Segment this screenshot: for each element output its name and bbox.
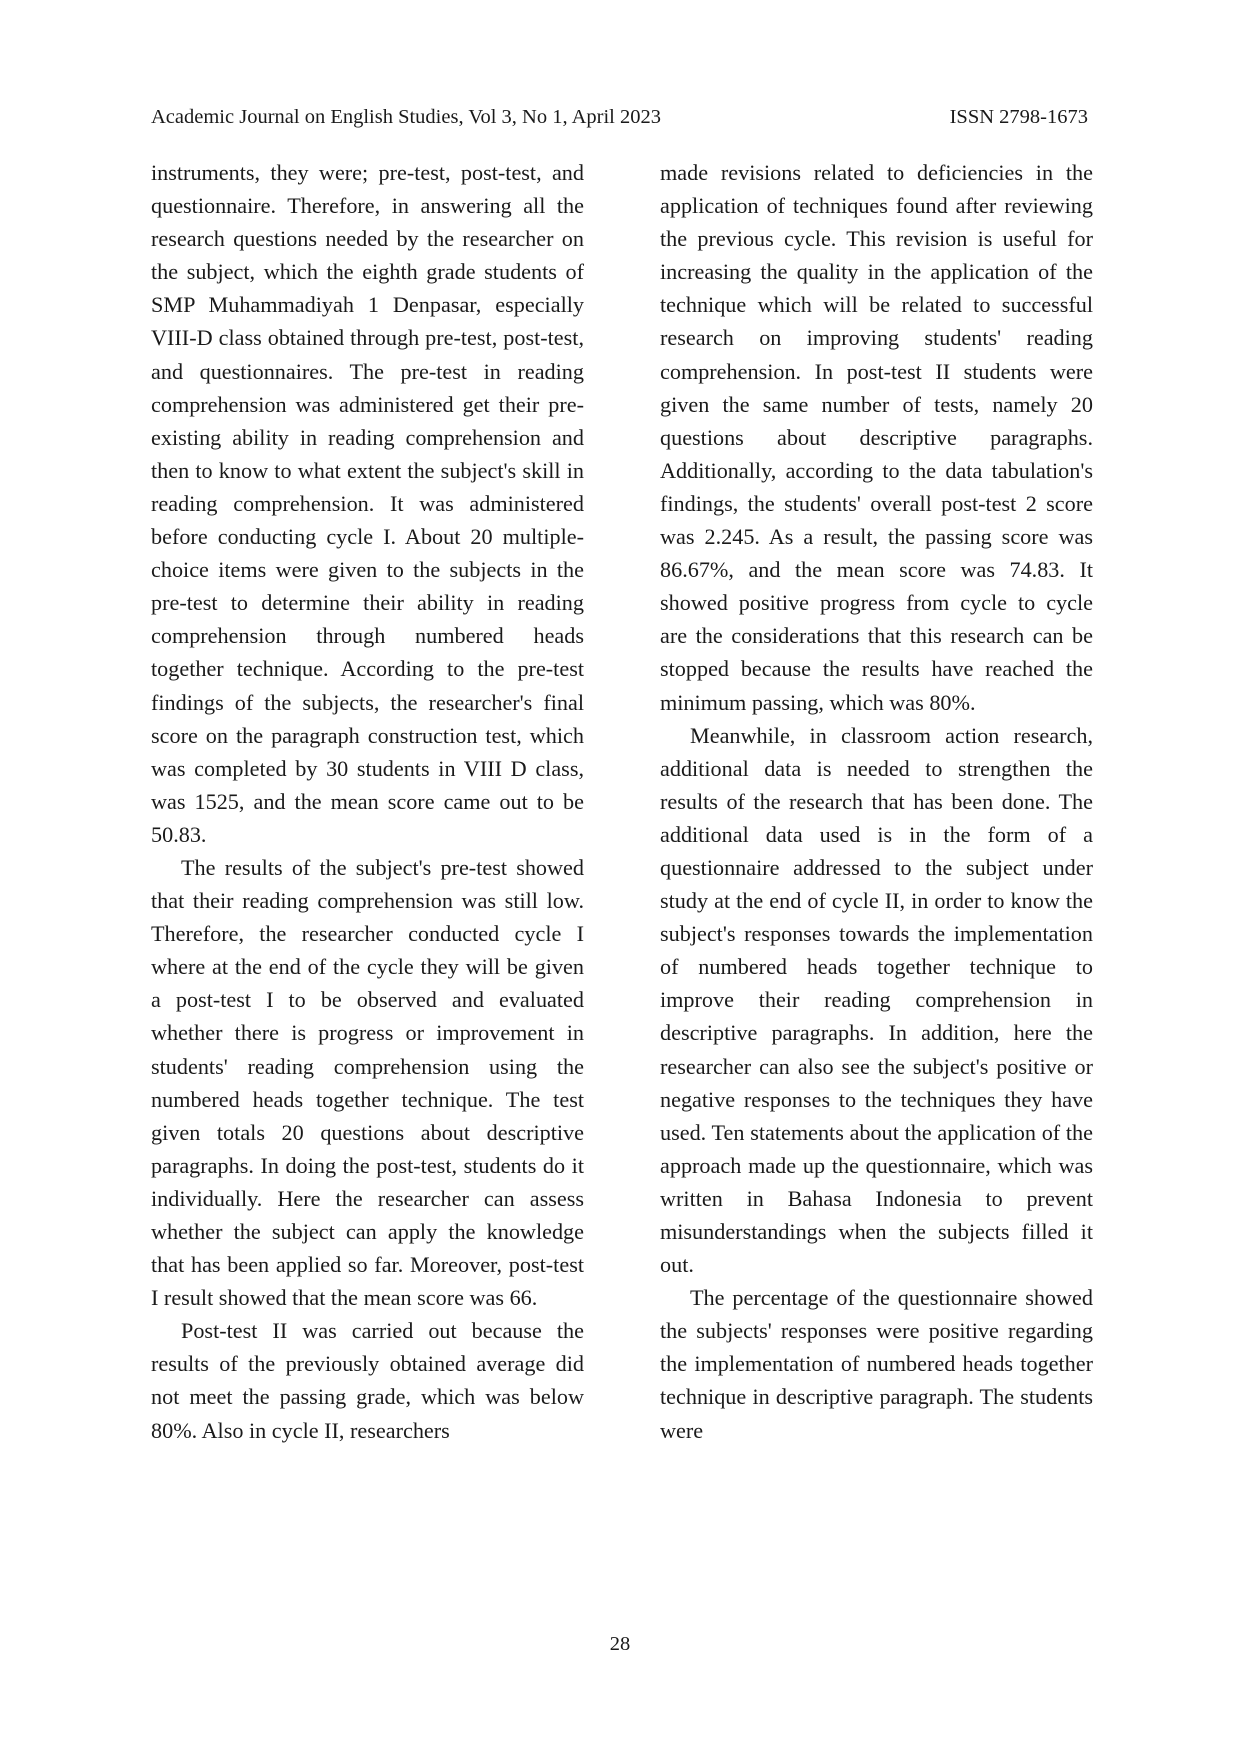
paragraph: Meanwhile, in classroom action research, additional data is needed to strengthen the results of the research that has been done. The additional data used is in the form of a questionnaire addressed to the subject under study at the end of cycle II, in order to know the subject's responses towards the implementation of numbered heads together technique to improve their reading comprehension in descriptive paragraphs. In addition, here the researcher can also see the subject's positive or negative responses to the techniques they have used. Ten statements about the application of the approach made up the questionnaire, which was written in Bahasa Indonesia to prevent misunderstandings when the subjects filled it out.	[660, 722, 1093, 1278]
paragraph: The percentage of the questionnaire showed the subjects' responses were positive regarding the implementation of numbered heads together technique in descriptive paragraph. The students were	[660, 1285, 1093, 1443]
page-number: 28	[609, 1633, 631, 1655]
paragraph: Post-test II was carried out because the results of the previously obtained average did not meet the passing grade, which was below 80%. Also in cycle II, researchers	[151, 1318, 584, 1443]
right-column	[660, 156, 1093, 1447]
paragraph: made revisions related to deficiencies in the application of techniques found after reviewing the previous cycle. This revision is useful for increasing the quality in the application of the technique which will be related to successful research on improving students' reading comprehension. In post-test II students were given the same number of tests, namely 20 questions about descriptive paragraphs. Additionally, according to the data tabulation's findings, the students' overall post-test 2 score was 2.245. As a result, the passing score was 86.67%, and the mean score was 74.83. It showed positive progress from cycle to cycle are the considerations that this research can be stopped because the results have reached the minimum passing, which was 80%.	[660, 160, 1093, 715]
issn: ISSN 2798-1673	[949, 106, 1088, 128]
left-column	[151, 156, 584, 1447]
paragraph: instruments, they were; pre-test, post-test, and questionnaire. Therefore, in answering all the research questions needed by the researcher on the subject, which the eighth grade students of SMP Muhammadiyah 1 Denpasar, especially VIII-D class obtained through pre-test, post-test, and questionnaires. The pre-test in reading comprehension was administered get their pre-existing ability in reading comprehension and then to know to what extent the subject's skill in reading comprehension. It was administered before conducting cycle I. About 20 multiple-choice items were given to the subjects in the pre-test to determine their ability in reading comprehension through numbered heads together technique. According to the pre-test findings of the subjects, the researcher's final score on the paragraph construction test, which was completed by 30 students in VIII D class, was 1525, and the mean score came out to be 50.83.	[151, 160, 584, 847]
journal-title: Academic Journal on English Studies, Vol 3, No 1, April 2023	[151, 106, 662, 128]
paragraph: The results of the subject's pre-test showed that their reading comprehension was still low. Therefore, the researcher conducted cycle I where at the end of the cycle they will be given a post-test I to be observed and evaluated whether there is progress or improvement in students' reading comprehension using the numbered heads together technique. The test given totals 20 questions about descriptive paragraphs. In doing the post-test, students do it individually. Here the researcher can assess whether the subject can apply the knowledge that has been applied so far. Moreover, post-test I result showed that the mean score was 66.	[151, 854, 584, 1311]
running-header	[151, 102, 1088, 132]
